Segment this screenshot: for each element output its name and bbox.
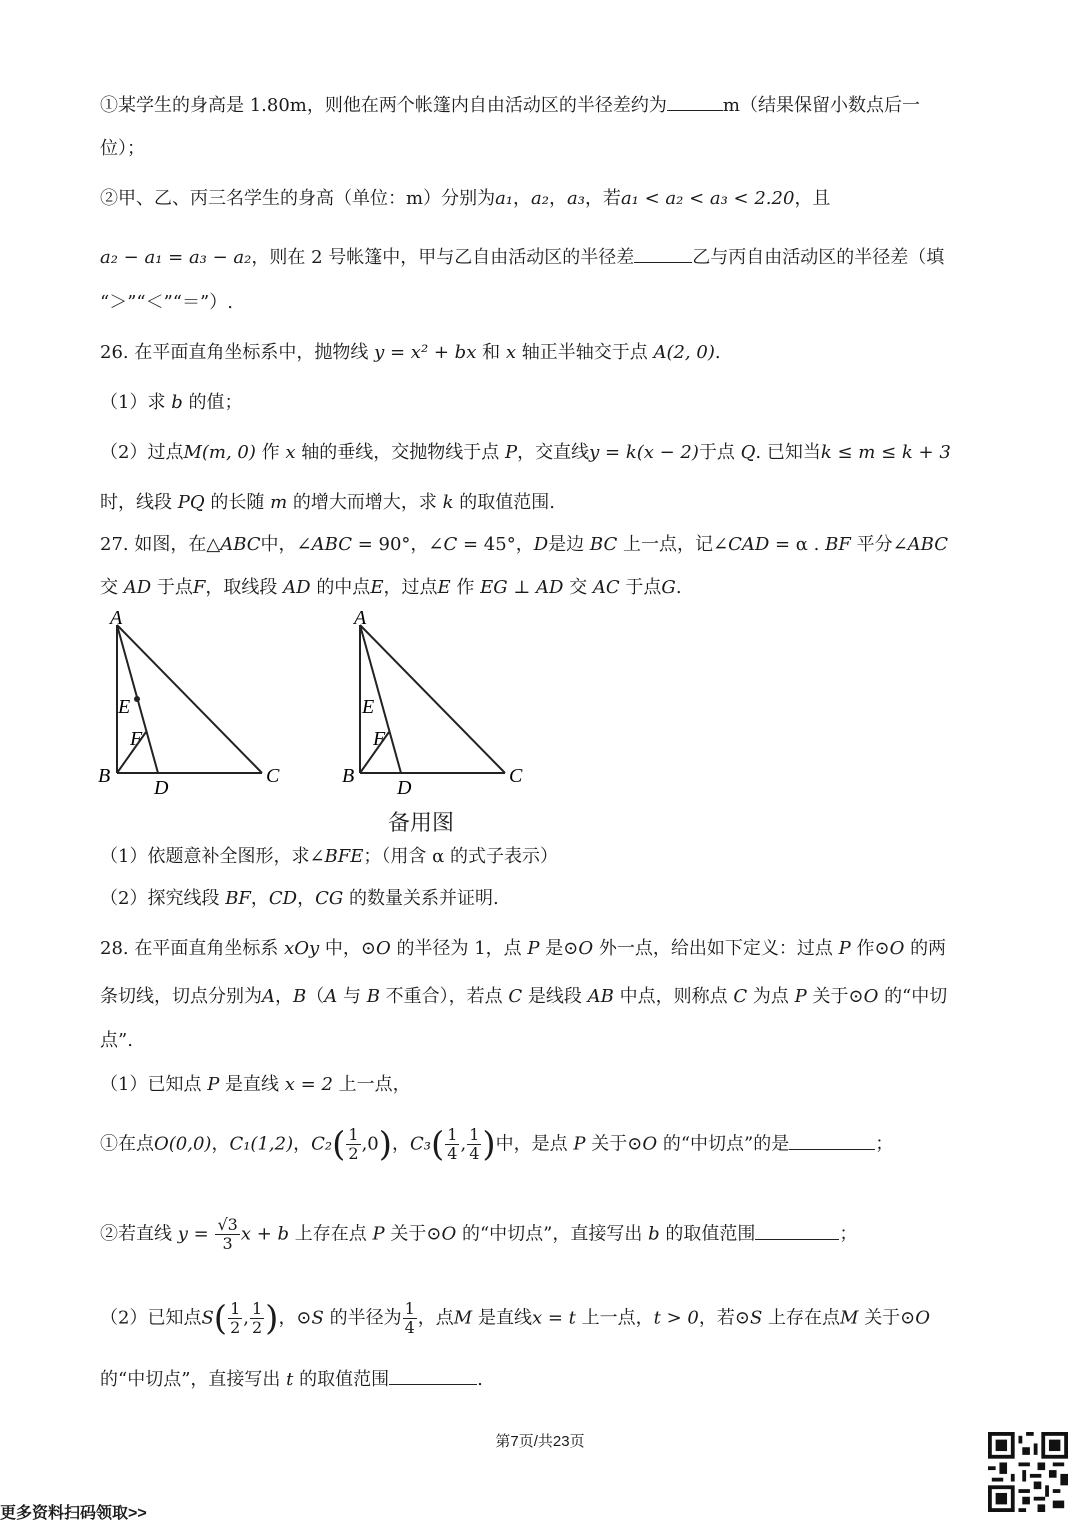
q25-sub2-line2: a₂ − a₁ = a₃ − a₂，则在 2 号帐篷中，甲与乙自由活动区的半径差 乙与丙自由活动区的半径差（填 (100, 244, 980, 271)
answer-blank[interactable] (755, 1221, 839, 1240)
triangle-figure-spare (330, 600, 550, 805)
label-b: B (98, 765, 111, 787)
q25-sub2-line3: “＞”“＜”“＝”）. (100, 292, 233, 313)
q28-stem-line1: 28. 在平面直角坐标系 xOy 中，⊙O 的半径为 1，点 P 是⊙O 外一点，给出如下定义：过点 P 作⊙O 的两 (100, 938, 947, 959)
fraction: $\frac{1}{4}$ (469, 1125, 480, 1163)
label-f: F (373, 728, 386, 750)
point-e-dot (134, 696, 140, 702)
label-e: E (362, 696, 375, 718)
fraction: $\frac{1}{4}$ (447, 1125, 458, 1163)
label-d: D (397, 777, 412, 799)
triangle-figure-main (90, 600, 310, 805)
label-d: D (154, 777, 169, 799)
q25-sub1-line1: ①某学生的身高是 1.80m，则他在两个帐篷内自由活动区的半径差约为 m（结果保留小数点后一 (100, 92, 980, 119)
q28-sub2: ②若直线 y = $\frac{√3}{3}$ x + b 上存在点 P 关于⊙O 的“中切点”，直接写出 b 的取值范围 ； (100, 1215, 858, 1253)
side-ac (360, 625, 505, 773)
q26-part1: （1）求 b 的值； (100, 392, 243, 413)
qr-code-icon[interactable] (988, 1432, 1068, 1512)
fraction: $\frac{1}{2}$ (251, 1299, 263, 1337)
answer-blank[interactable] (789, 1131, 875, 1150)
q28-part1: （1）已知点 P 是直线 x = 2 上一点， (100, 1074, 411, 1095)
q25-sub2-line1: ②甲、乙、丙三名学生的身高（单位：m）分别为a₁，a₂，a₃，若a₁ < a₂ < a₃ < 2.20，且 (100, 188, 831, 209)
label-a: A (354, 607, 367, 629)
page-number: 第7页/共23页 (495, 1433, 585, 1450)
q26-part2-line1: （2）过点M(m, 0) 作 x 轴的垂线，交抛物线于点 P，交直线y = k(x − 2)于点 Q. 已知当k ≤ m ≤ k + 3 (100, 442, 951, 463)
q28-stem-line3: 点”. (100, 1030, 133, 1051)
q27-stem-line1: 27. 如图，在△ABC中，∠ABC = 90°，∠C = 45°，D是边 BC 上一点，记∠CAD = α . BF 平分∠ABC (100, 534, 949, 555)
fraction: $\frac{1}{2}$ (348, 1125, 359, 1163)
label-e: E (118, 696, 131, 718)
label-a: A (110, 607, 123, 629)
answer-blank[interactable] (389, 1366, 477, 1385)
q28-sub1: ①在点O(0,0)，C₁(1,2)，C₂( $\frac{1}{2}$ ,0)，C₃( $\frac{1}{4}$ , $\frac{1}{4}$ )中，是点 P 关于⊙O 的“中切点”的是 ； (100, 1124, 894, 1165)
q27-part1: （1）依题意补全图形，求∠BFE；（用含 α 的式子表示） (100, 846, 559, 867)
q28-stem-line2: 条切线，切点分别为A，B（A 与 B 不重合），若点 C 是线段 AB 中点，则称点 C 为点 P 关于⊙O 的“中切 (100, 986, 948, 1007)
q26-part2-line2: 时，线段 PQ 的长随 m 的增大而增大，求 k 的取值范围. (100, 492, 556, 513)
fraction: $\frac{1}{2}$ (230, 1299, 241, 1337)
label-c: C (509, 765, 523, 787)
label-f: F (130, 728, 143, 750)
q28-part2-line1: （2）已知点S( $\frac{1}{2}$ , $\frac{1}{2}$ )，⊙S 的半径为 $\frac{1}{4}$ ，点M 是直线x = t 上一点，t > 0，若⊙S 上存在点M 关于⊙O (100, 1298, 931, 1339)
q27-part2: （2）探究线段 BF，CD，CG 的数量关系并证明. (100, 888, 499, 909)
fraction: $\frac{1}{4}$ (404, 1299, 415, 1337)
q26-stem: 26. 在平面直角坐标系中，抛物线 y = x² + bx 和 x 轴正半轴交于点 A(2, 0). (100, 342, 721, 363)
q27-stem-line2: 交 AD 于点F，取线段 AD 的中点E，过点E 作 EG ⊥ AD 交 AC 于点G. (100, 577, 682, 598)
answer-blank[interactable] (667, 92, 723, 111)
footer-promo-link[interactable]: 更多资料扫码领取>> (0, 1505, 147, 1522)
label-b: B (342, 765, 355, 787)
label-c: C (266, 765, 280, 787)
fraction: $\frac{√3}{3}$ (217, 1215, 238, 1253)
spare-figure-caption: 备用图 (388, 811, 455, 836)
q28-part2-line2: 的“中切点”，直接写出 t 的取值范围 . (100, 1366, 980, 1393)
q25-sub1-line2: 位）； (100, 138, 145, 159)
answer-blank[interactable] (634, 244, 692, 263)
